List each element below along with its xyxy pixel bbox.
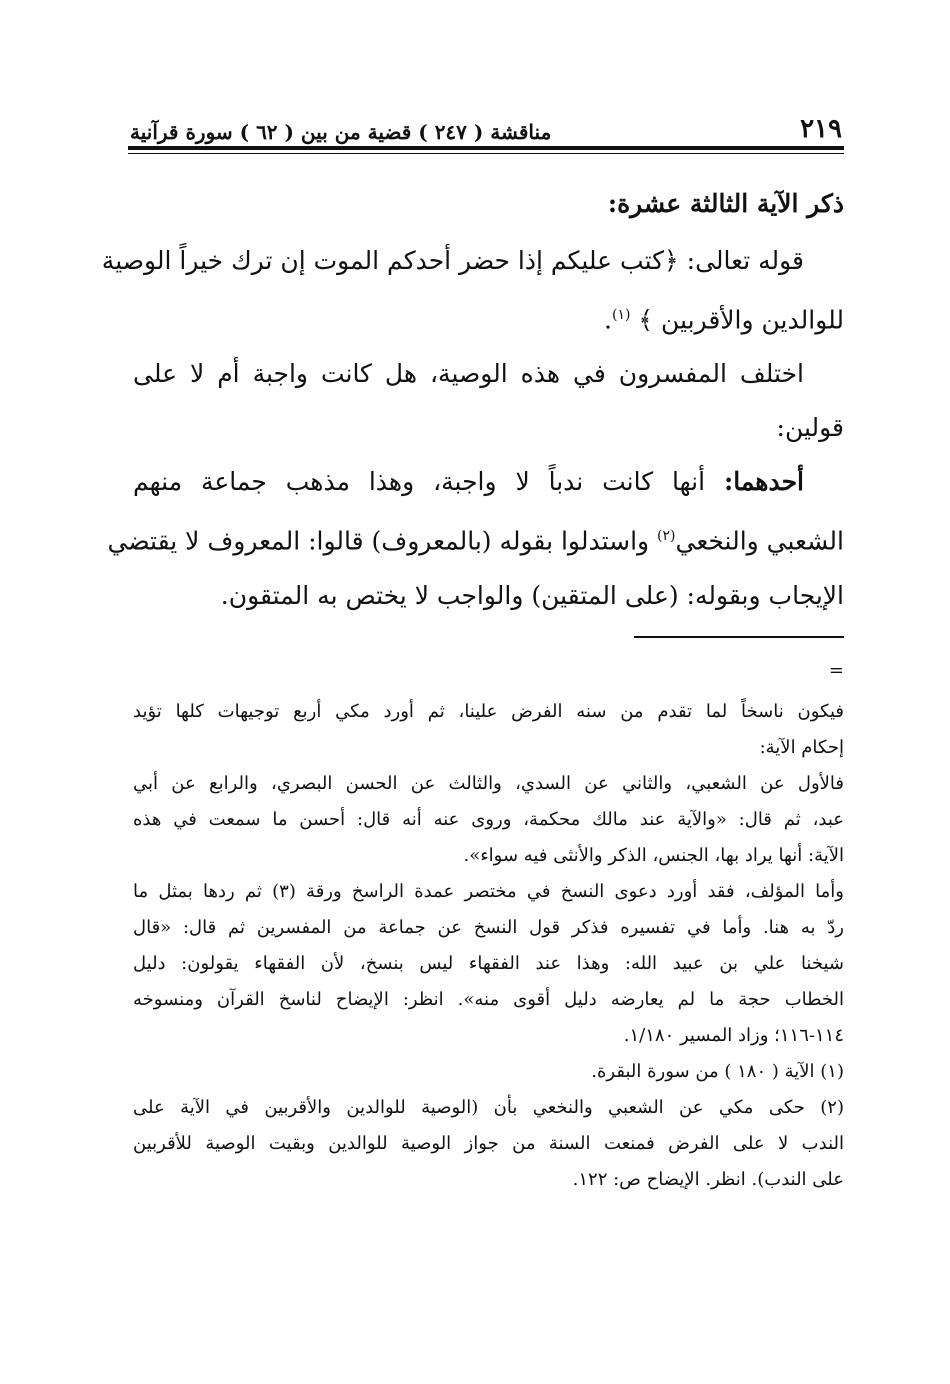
section-heading: ذكر الآية الثالثة عشرة: — [607, 189, 844, 218]
footnote-line: فيكون ناسخاً لما تقدم من سنه الفرض علينا، ثم أورد مكي أربع توجيهات كلها تؤيد — [133, 701, 844, 722]
para1-line-1: اختلف المفسرون في هذه الوصية، هل كانت واجبة أم لا على — [133, 359, 804, 389]
header-rule-thin — [128, 153, 844, 154]
verse-end-dot: . — [604, 305, 612, 335]
verse-intro: قوله تعالى: — [686, 246, 804, 275]
footnote-line: على الندب). انظر. الإيضاح ص: ١٢٢. — [572, 1169, 844, 1190]
footnote-line: (١) الآية ( ١٨٠ ) من سورة البقرة. — [591, 1061, 844, 1082]
page-header — [130, 104, 842, 144]
page-number: ٢١٩ — [800, 114, 842, 144]
para2-text-1: أنها كانت ندباً لا واجبة، وهذا مذهب جماعة منهم — [133, 467, 706, 497]
running-title: مناقشة ( ٢٤٧ ) قضية من بين ( ٦٢ ) سورة قرآنية — [130, 120, 552, 144]
verse-text-1: كتب عليكم إذا حضر أحدكم الموت إن ترك خيراً الوصية — [101, 246, 665, 275]
para2-line-3: الإيجاب وبقوله: (على المتقين) والواجب لا يختص به المتقون. — [220, 580, 844, 610]
para2-label: أحدهما: — [723, 467, 804, 497]
para2-line-2 — [107, 509, 844, 568]
footnote-line: إحكام الآية: — [759, 737, 844, 758]
footnote-ref-1: (١) — [611, 307, 631, 323]
verse-block — [101, 234, 844, 347]
footnote-line: الخطاب حجة ما لم يعارضه دليل أقوى منه». انظر: الإيضاح لناسخ القرآن ومنسوخه — [133, 989, 844, 1010]
footnote-line: عبد، ثم قال: «والآية عند مالك محكمة، وروى عنه أنه قال: أحسن ما سمعت في هذه — [133, 809, 844, 830]
footnote-line: ١١٤-١١٦؛ وزاد المسير ١/١٨٠. — [623, 1025, 844, 1046]
header-rule-thick — [128, 146, 844, 150]
para1-line-2: قولين: — [776, 413, 844, 443]
verse-line-1 — [101, 234, 844, 288]
verse-open-bracket: ﴿ — [664, 246, 679, 275]
footnote-line: الندب لا على الفرض فمنعت السنة من جواز الوصية للوالدين وبقيت الوصية للأقربين — [133, 1133, 844, 1154]
footnote-line: وأما المؤلف، فقد أورد دعوى النسخ في مختصر عمدة الراسخ ورقة (٣) ثم ردها بمثل ما — [133, 881, 844, 902]
verse-text-2: للوالدين والأقربين — [661, 305, 844, 335]
footnote-line: شيخنا علي بن عبيد الله: وهذا عند الفقهاء ليس بنسخ، لأن الفقهاء يقولون: دليل — [133, 953, 844, 974]
footnote-line: الآية: أنها يراد بها، الجنس، الذكر والأنثى فيه سواء». — [463, 845, 844, 866]
verse-close-bracket: ﴾ — [638, 305, 654, 335]
footnote-ref-2: (٢) — [657, 528, 676, 545]
verse-line-2 — [133, 288, 844, 347]
footnote-line: (٢) حكى مكي عن الشعبي والنخعي بأن (الوصية للوالدين والأقربين في الآية على — [133, 1097, 844, 1118]
para2-text-2-start: الشعبي والنخعي — [675, 526, 844, 556]
footnote-line: فالأول عن الشعبي، والثاني عن السدي، والثالث عن الحسن البصري، والرابع عن أبي — [133, 773, 844, 794]
footnote-line: ردّ به هنا. وأما في تفسيره فذكر قول النسخ عن جماعة من المفسرين ثم قال: «قال — [133, 917, 844, 938]
para2-text-2-rest: واستدلوا بقوله (بالمعروف) قالوا: المعروف لا يقتضي — [107, 526, 650, 556]
footnote-separator — [634, 636, 844, 638]
footnote-continuation-mark: = — [828, 660, 844, 681]
para2-line-1 — [133, 455, 844, 509]
footnotes — [133, 694, 844, 1198]
main-text — [101, 180, 844, 623]
